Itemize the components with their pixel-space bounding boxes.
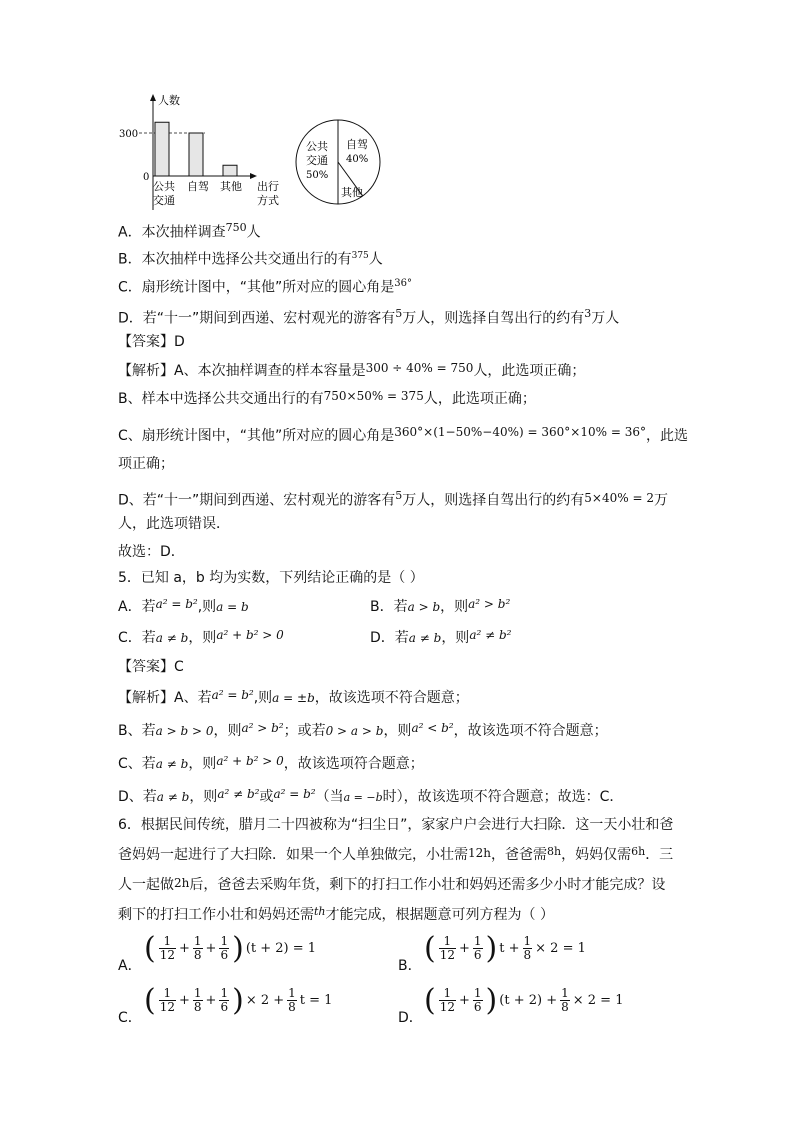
q4-exp4-text: D、若“十一”期间到西递、宏村观光的游客有 [118,492,396,509]
plus: + [205,940,217,956]
q4-exp1-text: 【解析】A、本次抽样调查的样本容量是 [118,363,366,379]
q4-exp4-math: 5×40% = 2 [584,490,654,505]
q5-exp2-tail: ，故该选项不符合题意； [453,723,608,739]
bar-x-arrow [250,173,257,179]
frac-1-6: $\frac{1}{6}$ [473,933,482,962]
q4-exp-3 [118,426,688,446]
q5-opt-c-pre: C．若 [118,630,156,646]
q5-exp2-math3: 0 > a > b [325,724,384,738]
q6-l2-b: ，爸爸需 [491,847,547,863]
q5-exp3-math1: a ≠ b [155,757,189,771]
q4-exp-1 [118,361,585,381]
q6-opt-c-label: C． [118,1010,142,1026]
bar-x-label-2: 方式 [257,194,279,207]
q5-exp-2 [118,721,608,741]
plus: + [459,940,470,956]
q5-exp4-tail: 时），故该选项不符合题意；故选：C． [382,789,624,805]
paren-right: ) [232,982,244,1018]
q5-opt-d-math1: a ≠ b [408,631,442,645]
q5-exp3-mid: ，则 [188,756,217,772]
q4-exp-3b: 项正确； [118,456,174,472]
q5-exp2-math4: a² < b² [411,721,454,735]
q6-opt-d-label: D． [398,1010,423,1026]
frac-1-6: $\frac{1}{6}$ [473,985,482,1014]
q5-exp4-math3: a² = b² [273,787,316,801]
pie-public-line2: 交通 [306,154,328,167]
q6-line-3 [118,875,665,895]
q6-line-1: 6．根据民间传统，腊月二十四被称为“扫尘日”，家家户户会进行大扫除．这一天小壮和爸 [118,817,674,833]
q5-opt-a-pre: A．若 [118,599,156,615]
q5-exp3-math2: a² + b² > 0 [216,754,284,768]
q5-exp4-math1: a ≠ b [156,790,190,804]
q5-exp-4 [118,787,623,808]
plus: + [205,992,217,1008]
q5-opt-c-mid: ，则 [188,630,217,646]
q4-opt-d-text2: 万人，则选择自驾出行的约有 [402,310,585,327]
q5-exp2-pre: B、若 [118,723,156,739]
bar-tick-300: 300 [119,129,139,140]
q5-opt-a-math2: a = b [216,600,249,614]
q6-l4-m1: th [314,905,326,918]
bar-3 [223,165,237,176]
q4-opt-d-text3: 万人 [591,310,620,327]
q4-opt-c-num: 36° [394,278,413,289]
q5-answer: 【答案】C [118,659,184,675]
pie-public-pct: 50% [306,170,329,181]
q5-opt-d-math2: a² ≠ b² [469,628,512,642]
q4-exp1-tail: 人，此选项正确； [473,363,586,379]
q4-option-c [118,274,412,298]
q5-option-b [370,597,510,617]
frac-1-8: $\frac{1}{8}$ [193,933,202,962]
frac-1-8: $\frac{1}{8}$ [193,985,202,1014]
q6-line-2 [118,845,673,866]
q5-exp2-mid2: ；或若 [283,723,326,739]
frac-1-12: $\frac{1}{12}$ [159,933,175,962]
q4-option-d [118,304,619,329]
q5-exp2-math2: a² > b² [241,721,284,735]
bar-cat3: 其他 [220,180,242,193]
q5-exp4-pre: D、若 [118,789,157,805]
q4-exp2-math: 750×50% = 375 [323,389,424,403]
frac-1-8: $\frac{1}{8}$ [561,985,569,1014]
q5-stem: 5．已知 a，b 均为实数，下列结论正确的是（ ） [118,570,424,586]
q5-exp4-math2: a² ≠ b² [217,787,260,801]
q4-exp-4 [118,486,668,511]
frac-1-12: $\frac{1}{12}$ [159,985,175,1014]
q4-exp4-tail: 万 [653,492,668,509]
q5-opt-a-mid: ,则 [197,599,217,615]
q5-exp2-mid1: ，则 [213,723,242,739]
q6-l3-m1: 2h [174,876,190,890]
q6-l2-m1: 12h [468,846,491,860]
q5-option-d [370,628,511,648]
bar-cat1-line2: 交通 [153,194,175,207]
q6-opt-a-eq [143,928,317,968]
q6-opt-d-eq [423,980,624,1020]
pie-chart [290,110,390,210]
q4-exp4-num: 5 [395,489,403,502]
q4-opt-c-text: C．扇形统计图中，“其他”所对应的圆心角是 [118,279,395,296]
q6-l3-b: 后，爸爸去采购年货，剩下的打扫工作小壮和妈妈还需多少小时才能完成？设 [189,877,666,893]
q6-opt-b-eq [423,928,587,968]
q5-exp4-mid3: （当 [315,789,344,805]
q5-option-c [118,628,284,648]
q4-exp-2 [118,389,536,409]
q5-exp3-pre: C、若 [118,756,156,772]
q4-exp2-tail: 人，此选项正确； [423,391,536,407]
q6-l4-b: 才能完成，根据题意可列方程为（ ） [325,907,554,923]
q5-opt-b-pre: B．若 [370,599,408,615]
q5-opt-b-math2: a² > b² [468,597,511,611]
q4-opt-a-tail: 人 [246,224,261,241]
q4-exp3-math: 360°×(1−50%−40%) = 360°×10% = 36° [394,425,646,439]
q5-exp1-pre: 【解析】A、若 [118,690,212,706]
q4-opt-d-num2: 3 [584,307,592,320]
q6-l2-m2: 8h [547,845,562,858]
bar-cat2: 自驾 [187,180,209,193]
q5-exp-3 [118,754,424,774]
q4-conclusion: 故选：D． [118,544,185,560]
paren-right: ) [485,982,498,1018]
q4-opt-d-text1: D．若“十一”期间到西递、宏村观光的游客有 [118,310,396,327]
q4-answer: 【答案】D [118,334,185,350]
bar-x-label-1: 出行 [257,180,279,193]
q5-opt-d-pre: D．若 [370,630,409,646]
q6-opt-d-tail: × 2 = 1 [572,992,624,1008]
bar-tick-0: 0 [143,172,150,183]
q4-exp3-tail: ，此选 [645,428,688,444]
paren-left: ( [424,930,436,966]
q4-opt-a-text: A．本次抽样调查 [118,224,226,241]
q6-opt-c-tail: t = 1 [299,992,333,1008]
paren-left: ( [144,930,156,966]
q4-option-b [118,246,383,270]
q6-opt-d-mid: (t + 2) + [499,992,558,1008]
bar-y-arrow [150,94,156,101]
q5-option-a [118,597,249,617]
q4-opt-b-tail: 人 [368,251,383,268]
q5-opt-b-mid: ，则 [440,599,469,615]
q4-option-a [118,218,261,243]
frac-1-12: $\frac{1}{12}$ [439,933,455,962]
pie-public-line1: 公共 [306,140,328,153]
q5-opt-d-mid: ，则 [441,630,470,646]
plus: + [179,940,190,956]
q6-l3-a: 人一起做 [118,877,174,893]
q5-exp1-math1: a² = b² [211,688,254,702]
frac-1-6: $\frac{1}{6}$ [220,985,229,1014]
q4-exp1-math: 300 ÷ 40% = 750 [365,361,474,375]
pie-other: 其他 [341,186,363,199]
q5-exp2-math1: a > b > 0 [155,724,214,738]
pie-self-pct: 40% [346,154,369,165]
q6-opt-c-mid: × 2 + [245,992,285,1008]
q6-l2-m3: 6h [631,845,646,858]
frac-1-8: $\frac{1}{8}$ [523,933,532,962]
q6-l2-d: ．三 [645,847,674,863]
q5-exp-1 [118,688,469,708]
plus: + [179,992,190,1008]
q5-opt-c-math2: a² + b² > 0 [216,628,284,642]
q6-l4-a: 剩下的打扫工作小壮和妈妈还需 [118,907,314,923]
q4-exp2-text: B、样本中选择公共交通出行的有 [118,391,324,407]
bar-chart [115,92,290,217]
frac-1-12: $\frac{1}{12}$ [439,985,455,1014]
bar-2 [189,133,203,176]
bar-1 [155,122,169,176]
q4-exp4-mid: 万人，则选择自驾出行的约有 [402,492,585,509]
q5-opt-a-math1: a² = b² [155,597,198,611]
q4-opt-b-text: B．本次抽样中选择公共交通出行的有 [118,251,352,268]
q5-exp4-mid2: 或 [259,789,274,805]
paren-right: ) [232,930,244,966]
bar-cat1-line1: 公共 [153,180,175,193]
frac-1-6: $\frac{1}{6}$ [220,933,229,962]
q5-exp4-math4: a = −b [343,791,383,804]
bar-y-label: 人数 [158,94,180,107]
q6-opt-a-label: A． [118,958,142,974]
q4-opt-d-num1: 5 [395,307,403,320]
q6-opt-c-eq [143,980,333,1020]
q6-l2-c: ，妈妈仅需 [561,847,632,863]
q4-opt-a-num: 750 [225,221,247,234]
frac-1-8: $\frac{1}{8}$ [288,985,296,1014]
q6-opt-b-tail: × 2 = 1 [535,940,586,956]
q6-opt-a-tail: (t + 2) = 1 [245,940,317,956]
q5-exp2-mid3: ，则 [383,723,412,739]
q5-opt-c-math1: a ≠ b [155,631,189,645]
q6-line-4 [118,905,554,926]
q5-exp1-mid: ,则 [253,690,273,706]
paren-left: ( [424,982,436,1018]
q6-opt-b-label: B． [398,958,422,974]
paren-left: ( [144,982,156,1018]
paren-right: ) [485,930,498,966]
q5-exp3-tail: ，故该选项符合题意； [283,756,424,772]
q6-l2-a: 爸妈妈一起进行了大扫除．如果一个人单独做完，小壮需 [118,847,468,863]
q4-opt-b-num: 375 [351,251,369,261]
q5-exp1-math2: a = ±b [272,691,315,705]
q5-exp1-tail: ，故该选项不符合题意； [314,690,469,706]
q5-exp4-mid1: ，则 [189,789,218,805]
plus: + [459,992,470,1008]
pie-self-line1: 自驾 [346,138,368,151]
q4-exp3-text: C、扇形统计图中，“其他”所对应的圆心角是 [118,428,395,444]
q6-opt-b-mid: t + [499,940,520,956]
q4-exp-4b: 人，此选项错误． [118,516,230,532]
q5-opt-b-math1: a > b [407,600,441,614]
